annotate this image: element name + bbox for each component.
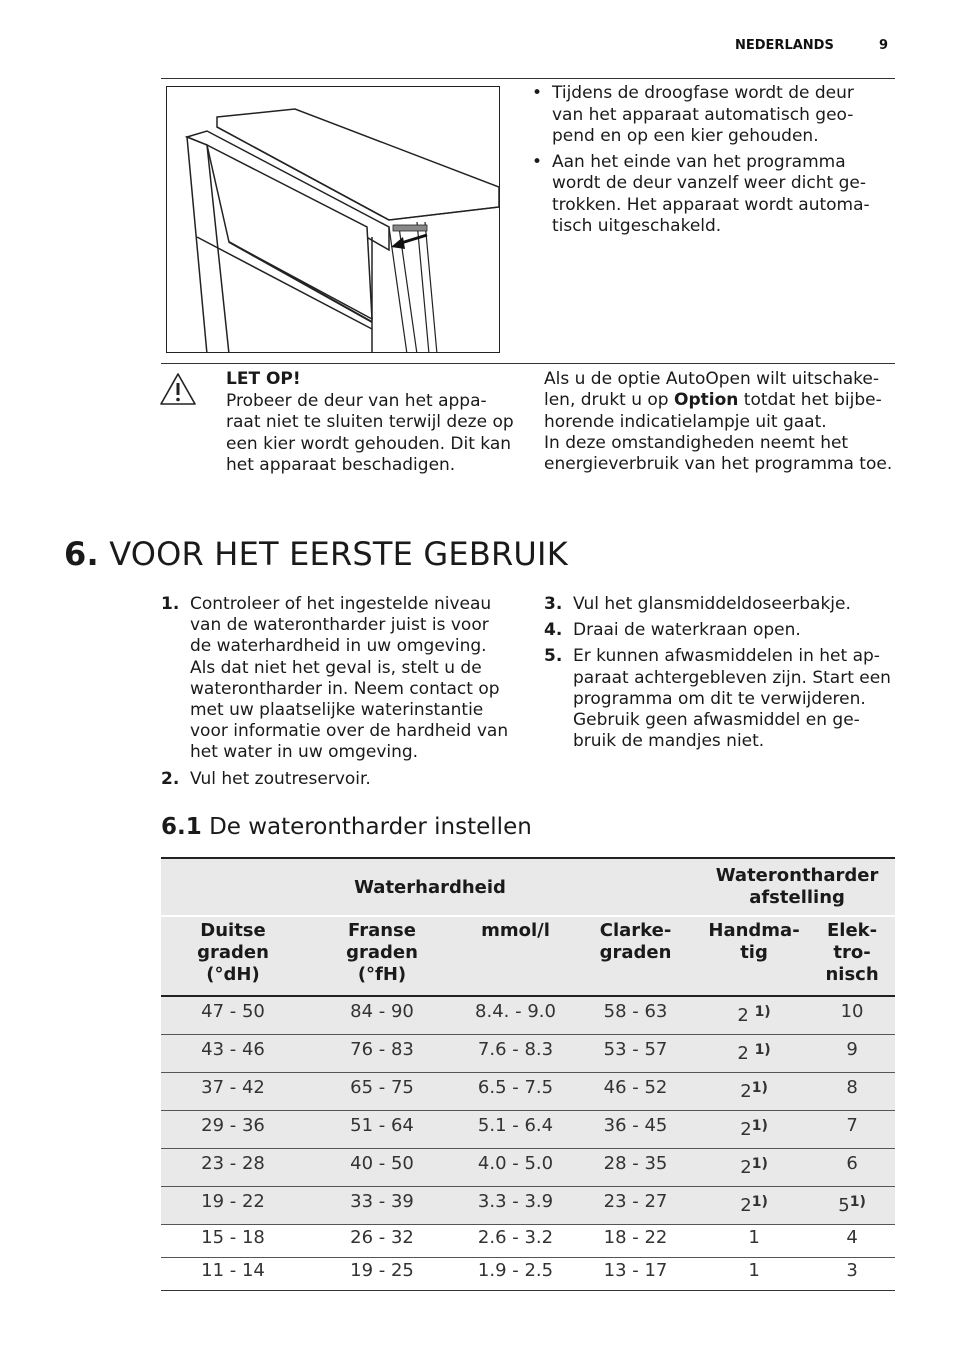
cell-value: 2 <box>737 1005 755 1026</box>
cell-value: 40 - 50 <box>350 1153 414 1174</box>
cell-value: 2 <box>740 1119 752 1140</box>
table-row <box>161 1073 895 1111</box>
caution-text: Probeer de deur van het appa-raat niet te sluiten terwijl deze op een kier wordt gehouden. Dit kan het apparaat beschadigen. <box>226 391 514 475</box>
cell-manual <box>699 1149 809 1187</box>
cell-value: 36 - 45 <box>603 1115 668 1136</box>
column-header-electronic <box>809 916 895 996</box>
table-row <box>161 1035 895 1073</box>
cell-value: 4.0 - 5.0 <box>477 1153 554 1174</box>
autoopen-bullet-list <box>532 83 872 242</box>
cell-value: 2 <box>740 1195 752 1216</box>
cell-value: 33 - 39 <box>350 1191 414 1212</box>
steps-list-left <box>161 594 513 795</box>
cell-mmol <box>459 1187 572 1225</box>
column-header-manual <box>699 916 809 996</box>
header-line: tro- <box>833 942 871 963</box>
bullet-item: • Tijdens de droogfase wordt de deur van het apparaat automatisch geo-pend en op een kier gehouden. <box>532 83 872 148</box>
cell-value: 23 - 28 <box>201 1153 265 1174</box>
cell-manual <box>699 1111 809 1149</box>
step-item <box>544 620 894 641</box>
water-hardness-table <box>161 857 895 1291</box>
cell-value: 76 - 83 <box>350 1039 414 1060</box>
step-number: 5. <box>544 646 563 667</box>
header-line: graden <box>197 942 269 963</box>
cell-mmol <box>459 1035 572 1073</box>
step-number: 4. <box>544 620 563 641</box>
step-item <box>544 594 894 615</box>
cell-dh <box>161 1111 305 1149</box>
warning-triangle-icon <box>159 372 197 406</box>
column-header-dh <box>161 916 305 996</box>
cell-electronic <box>809 1258 895 1291</box>
cell-value: 3.3 - 3.9 <box>477 1191 554 1212</box>
cell-value: 8.4. - 9.0 <box>475 1001 556 1022</box>
steps-list-right <box>544 594 894 757</box>
cell-fh <box>305 996 459 1035</box>
cell-dh <box>161 996 305 1035</box>
footnote-mark: 1) <box>849 1194 866 1210</box>
header-language: NEDERLANDS <box>735 38 834 53</box>
header-line: (°dH) <box>206 964 260 985</box>
cell-dh <box>161 1187 305 1225</box>
cell-value: 5.1 - 6.4 <box>477 1115 554 1136</box>
footnote-mark: 1) <box>754 1004 771 1020</box>
step-item <box>161 769 513 790</box>
header-line: Elek- <box>826 920 878 941</box>
cell-value: 29 - 36 <box>201 1115 265 1136</box>
cell-value: 3 <box>846 1260 858 1281</box>
header-line: Franse <box>348 920 416 941</box>
cell-mmol <box>459 1258 572 1291</box>
cell-value: 4 <box>846 1227 858 1248</box>
cell-electronic <box>809 1035 895 1073</box>
step-number: 1. <box>161 594 180 614</box>
step-item <box>161 594 513 764</box>
header-divider <box>161 78 895 79</box>
autoopen-text-before: Als u de optie AutoOpen wilt uitschake-len, drukt u op <box>544 369 879 411</box>
table-row <box>161 1187 895 1225</box>
cell-value: 2 <box>740 1081 752 1102</box>
cell-value: 2 <box>737 1043 755 1064</box>
cell-value: 19 - 25 <box>350 1260 414 1281</box>
cell-dh <box>161 1073 305 1111</box>
step-text: Controleer of het ingestelde niveau van de waterontharder juist is voor de waterhardheid in uw omgeving. Als dat niet het geval is, stelt u de waterontharder in. Neem contact op met uw plaatselijke waterinstantie voor informatie over de hardheid van het water in uw omgeving. <box>190 594 509 763</box>
footnote-mark: 1) <box>754 1042 771 1058</box>
footnote-mark: 1) <box>751 1080 768 1096</box>
cell-value: 37 - 42 <box>201 1077 265 1098</box>
option-button-label: Option <box>674 390 739 411</box>
cell-clarke <box>572 1073 699 1111</box>
cell-fh <box>305 1187 459 1225</box>
cell-clarke <box>572 1187 699 1225</box>
autoopen-text-energy: In deze omstandigheden neemt het energieverbruik van het programma toe. <box>544 432 893 475</box>
cell-electronic <box>809 1225 895 1258</box>
step-number: 3. <box>544 594 563 614</box>
cell-value: 11 - 14 <box>201 1260 265 1281</box>
cell-value: 28 - 35 <box>603 1153 668 1174</box>
footnote-mark: 1) <box>751 1156 768 1172</box>
group-header-water-hardness: Waterhardheid <box>161 858 699 916</box>
cell-value: 2.6 - 3.2 <box>477 1227 554 1248</box>
cell-value: 53 - 57 <box>603 1039 668 1060</box>
cell-manual <box>699 1035 809 1073</box>
cell-value: 23 - 27 <box>603 1191 668 1212</box>
header-line: (°fH) <box>357 964 407 985</box>
cell-mmol <box>459 1073 572 1111</box>
cell-value: 1 <box>748 1260 760 1281</box>
cell-value: 58 - 63 <box>603 1001 668 1022</box>
cell-manual <box>699 1073 809 1111</box>
cell-dh <box>161 1149 305 1187</box>
cell-value: 47 - 50 <box>201 1001 265 1022</box>
cell-fh <box>305 1225 459 1258</box>
table-row <box>161 1111 895 1149</box>
header-line: nisch <box>825 964 879 985</box>
step-text: Vul het zoutreservoir. <box>190 768 371 789</box>
cell-value: 10 <box>840 1001 864 1022</box>
cell-dh <box>161 1225 305 1258</box>
cell-value: 9 <box>846 1039 858 1060</box>
cell-fh <box>305 1035 459 1073</box>
table-row <box>161 1258 895 1291</box>
autoopen-text-after: totdat het bijbe-horende indicatielampje uit gaat. <box>544 390 882 432</box>
cell-value: 7.6 - 8.3 <box>477 1039 554 1060</box>
cell-value: 1 <box>748 1227 760 1248</box>
bullet-item: • Aan het einde van het programma wordt de deur vanzelf weer dicht ge-trokken. Het apparaat wordt automa-tisch uitgeschakeld. <box>532 152 872 238</box>
header-line: Duitse <box>200 920 266 941</box>
section-title-text: VOOR HET EERSTE GEBRUIK <box>109 535 568 573</box>
cell-fh <box>305 1073 459 1111</box>
step-text: Draai de waterkraan open. <box>573 620 801 641</box>
group-header-softener-setting: Waterontharder afstelling <box>699 858 895 916</box>
header-line: Handma- <box>708 920 800 941</box>
cell-mmol <box>459 996 572 1035</box>
cell-value: 19 - 22 <box>201 1191 265 1212</box>
cell-electronic <box>809 996 895 1035</box>
cell-dh <box>161 1258 305 1291</box>
step-item <box>544 646 894 752</box>
cell-value: 26 - 32 <box>350 1227 414 1248</box>
dishwasher-door-illustration <box>166 86 500 353</box>
cell-mmol <box>459 1149 572 1187</box>
header-line: Clarke- <box>599 920 672 941</box>
cell-electronic <box>809 1111 895 1149</box>
cell-clarke <box>572 1258 699 1291</box>
footnote-mark: 1) <box>751 1118 768 1134</box>
step-text: Er kunnen afwasmiddelen in het ap-paraat achtergebleven zijn. Start een programma om dit te verwijderen. Gebruik geen afwasmiddel en ge-bruik de mandjes niet. <box>573 646 891 752</box>
cell-value: 43 - 46 <box>201 1039 265 1060</box>
cell-value: 8 <box>846 1077 858 1098</box>
cell-manual <box>699 1187 809 1225</box>
cell-manual <box>699 1225 809 1258</box>
cell-value: 18 - 22 <box>603 1227 668 1248</box>
cell-value: 6 <box>846 1153 858 1174</box>
cell-value: 46 - 52 <box>603 1077 668 1098</box>
cell-fh <box>305 1111 459 1149</box>
header-line: tig <box>740 942 768 963</box>
cell-fh <box>305 1149 459 1187</box>
cell-manual <box>699 996 809 1035</box>
caution-divider <box>161 363 895 364</box>
cell-value: 84 - 90 <box>350 1001 414 1022</box>
cell-value: 65 - 75 <box>350 1077 414 1098</box>
table-row <box>161 1225 895 1258</box>
table-row <box>161 996 895 1035</box>
step-number: 2. <box>161 768 180 789</box>
subsection-number: 6.1 <box>161 814 202 840</box>
cell-clarke <box>572 1225 699 1258</box>
step-text: Vul het glansmiddeldoseerbakje. <box>573 594 851 614</box>
cell-value: 6.5 - 7.5 <box>477 1077 554 1098</box>
caution-title: LET OP! <box>226 369 301 389</box>
section-title <box>64 535 568 573</box>
header-line: graden <box>346 942 418 963</box>
cell-clarke <box>572 1149 699 1187</box>
table-body <box>161 996 895 1291</box>
cell-clarke <box>572 1111 699 1149</box>
section-number: 6. <box>64 535 99 573</box>
cell-electronic <box>809 1187 895 1225</box>
cell-value: 1.9 - 2.5 <box>477 1260 554 1281</box>
cell-fh <box>305 1258 459 1291</box>
cell-clarke <box>572 996 699 1035</box>
column-header-fh <box>305 916 459 996</box>
cell-dh <box>161 1035 305 1073</box>
cell-mmol <box>459 1111 572 1149</box>
cell-electronic <box>809 1149 895 1187</box>
cell-value: 2 <box>740 1157 752 1178</box>
cell-value: 7 <box>846 1115 858 1136</box>
subsection-title-text: De waterontharder instellen <box>209 814 532 840</box>
footnote-mark: 1) <box>751 1194 768 1210</box>
cell-value: 5 <box>838 1195 850 1216</box>
cell-value: 13 - 17 <box>603 1260 668 1281</box>
header-line: graden <box>599 942 672 963</box>
subsection-title <box>161 814 532 840</box>
column-header-clarke <box>572 916 699 996</box>
cell-clarke <box>572 1035 699 1073</box>
cell-electronic <box>809 1073 895 1111</box>
cell-value: 15 - 18 <box>201 1227 265 1248</box>
autoopen-text <box>544 369 896 475</box>
cell-manual <box>699 1258 809 1291</box>
cell-value: 51 - 64 <box>350 1115 414 1136</box>
table-row <box>161 1149 895 1187</box>
cell-mmol <box>459 1225 572 1258</box>
column-header-mmol: mmol/l <box>459 916 572 996</box>
page-number: 9 <box>879 38 889 53</box>
